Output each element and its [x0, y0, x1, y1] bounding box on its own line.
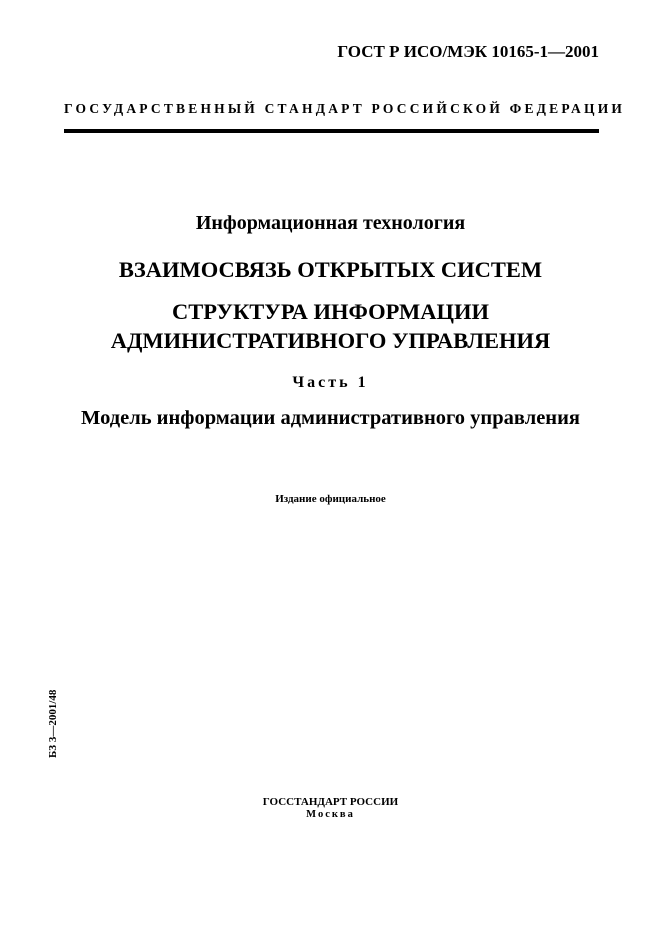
document-title-line-2b: АДМИНИСТРАТИВНОГО УПРАВЛЕНИЯ	[110, 328, 551, 353]
publisher-name: ГОССТАНДАРТ РОССИИ	[262, 796, 399, 808]
document-subject: Информационная технология	[195, 212, 466, 234]
standard-number: ГОСТ Р ИСО/МЭК 10165-1—2001	[337, 42, 599, 61]
standard-type-heading: ГОСУДАРСТВЕННЫЙ СТАНДАРТ РОССИЙСКОЙ ФЕДЕРАЦИИ	[64, 101, 626, 116]
header-divider	[64, 129, 599, 133]
document-title-line-1: ВЗАИМОСВЯЗЬ ОТКРЫТЫХ СИСТЕМ	[118, 257, 543, 282]
document-title-block-2	[0, 297, 661, 355]
publisher-city: Москва	[306, 809, 355, 820]
part-title: Модель информации административного управления	[80, 407, 581, 429]
part-number: Часть 1	[292, 374, 369, 391]
document-title-line-2a: СТРУКТУРА ИНФОРМАЦИИ	[172, 299, 489, 324]
edition-note: Издание официальное	[275, 493, 386, 505]
side-registration-code: БЗ 3—2001/48	[47, 689, 59, 758]
